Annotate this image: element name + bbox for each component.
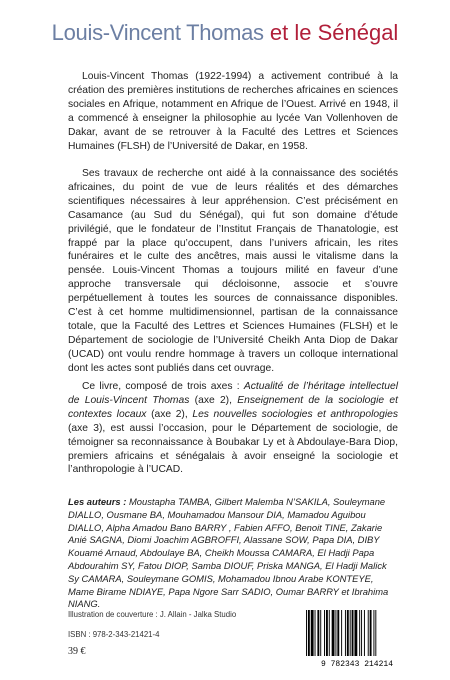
paragraph-research: Ses travaux de recherche ont aidé à la connaissance des sociétés africaines, du point de vue de leurs réalités et des démarches scientifiques nécessaires à leur appréhension. C’est précisément en Casamance (au Sud du Sénégal), qui fut son domaine d’étude privilégié, que le fondateur de l’Institut Français de Thanatologie, est frappé par la place qu’occupent, dans l’univers africain, les rites funéraires et le culte des ancêtres, mais aussi le vitalisme dans la pensée. Louis-Vincent Thomas a toujours milité en faveur d’une approche transversale qui décloisonne, associe et s’ouvre perpétuellement à toutes les sources de connaissance disponibles. C’est à cet homme multidimensionnel, partisan de la connaissance totale, que la Faculté des Lettres et Sciences Humaines (FLSH) et le Département de sociologie de l’Université Cheikh Anta Diop de Dakar (UCAD) ont voulu rendre hommage à travers un colloque international dont les actes sont publiés dans cet ouvrage. bbox=[68, 168, 398, 374]
paragraph-intro: Louis-Vincent Thomas (1922-1994) a activement contribué à la création des premières institutions de recherches africaines en sciences sociales en Afrique, notamment en Afrique de l’Ouest. Arrivé en 1948, il a commencé à enseigner la philosophie au lycée Van Vollenhoven de Dakar, avant de se retrouver à la Faculté des Lettres et Sciences Humaines (FLSH) de l’Université de Dakar, en 1958. bbox=[68, 71, 398, 152]
title-subject: et le Sénégal bbox=[269, 20, 399, 45]
price: 39 € bbox=[68, 646, 86, 657]
axe3-tag: (axe 3), est aussi l’occasion, pour le Département de sociologie, de témoigner sa reconnaissance à Boubakar Ly et à Abdoulaye-Bara Diop, premiers africains et sénégalais à avoir enseigné la sociologie et l’anthropologie à l’UCAD. bbox=[68, 422, 398, 476]
axe2-tag: (axe 2), bbox=[146, 408, 193, 420]
authors-list bbox=[68, 496, 400, 611]
paragraph-book-description bbox=[68, 380, 398, 477]
book-title bbox=[0, 20, 450, 46]
axe1-tag: (axe 2), bbox=[189, 394, 238, 406]
axe3-title: Les nouvelles sociologies et anthropologies bbox=[192, 408, 398, 420]
axe1-title: Actualité de l’héritage intellectuel de Louis-Vincent Thomas bbox=[68, 381, 398, 406]
axe2-title: Enseignement de la sociologie et contextes locaux bbox=[68, 394, 398, 420]
title-author-name: Louis-Vincent Thomas bbox=[51, 20, 264, 45]
p3-lead: Ce livre, composé de trois axes : bbox=[82, 381, 244, 392]
authors-label: Les auteurs : bbox=[68, 496, 127, 507]
barcode-digits: 9 782343 214214 bbox=[320, 660, 394, 668]
isbn: ISBN : 978-2-343-21421-4 bbox=[68, 630, 160, 639]
barcode-icon bbox=[302, 608, 412, 668]
illustration-credit: Illustration de couverture : J. Allain - Jalka Studio bbox=[68, 610, 237, 619]
authors-names: Moustapha TAMBA, Gilbert Malemba N’SAKILA, Souleymane DIALLO, Ousmane BA, Mouhamadou Mansour DIA, Mamadou Aguibou DIALLO, Alpha Amadou Bano BARRY , Fabien AFFO, Benoit TINE, Zakarie Anié SAGNA, Diomi Joachim AGBROFFI, Alassane SOW, Papa DIA, DIBY Kouamé Arnaud, Abdoulaye BA, Cheikh Moussa CAMARA, El Hadji Papa Abdourahim SY, Fatou DIOP, Samba DIOUF, Priska MANGA, El Hadji Malick Sy CAMARA, Souleymane GOMIS, Mohamadou Ibnou Arabe KONTEYE, Mame Birame NDIAYE, Papa Ngore Sarr SADIO, Oumar BARRY et Ibrahima NIANG. bbox=[68, 496, 389, 610]
